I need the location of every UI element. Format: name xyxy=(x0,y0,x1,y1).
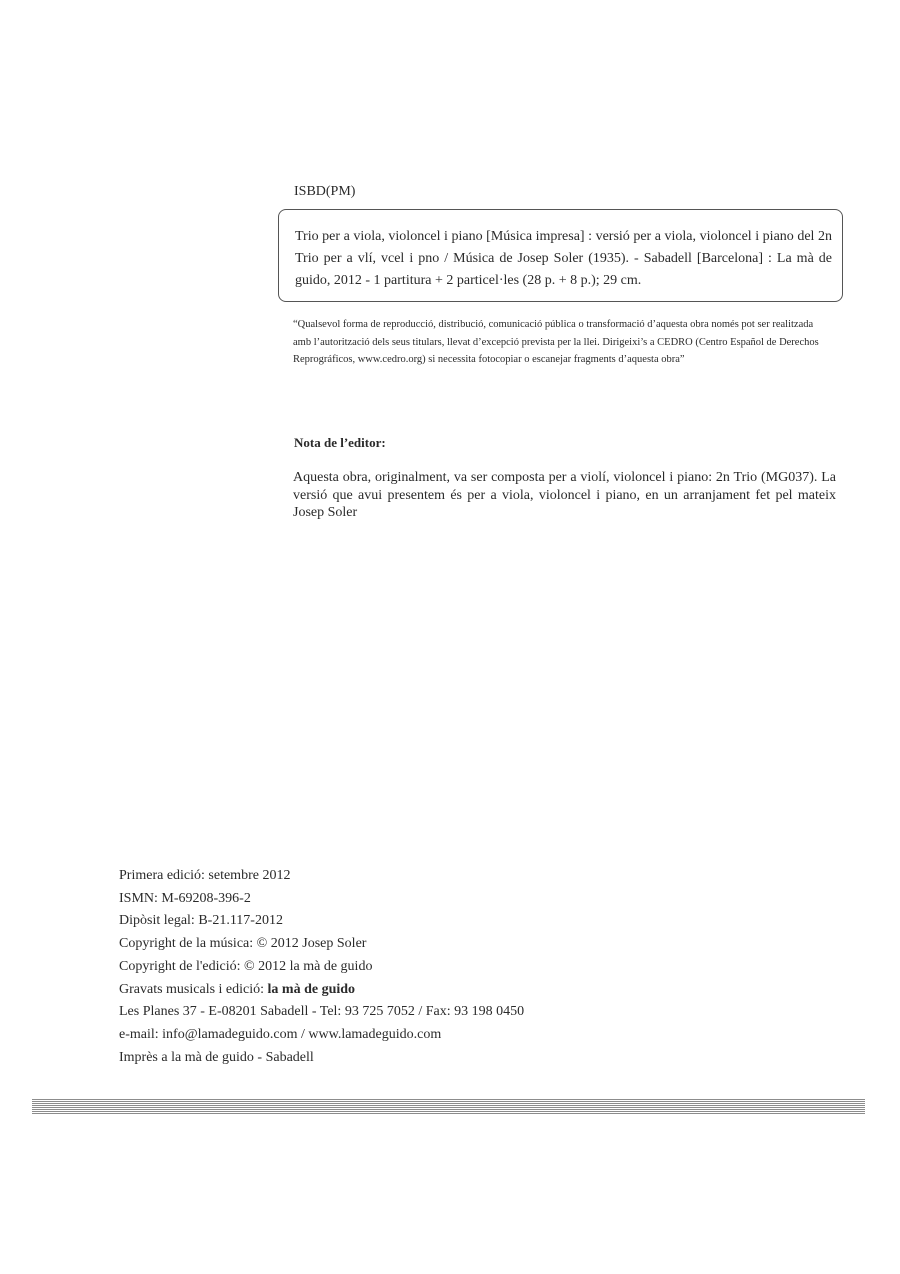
engraving-publisher: la mà de guido xyxy=(267,981,356,997)
contact-line: e-mail: info@lamadeguido.com / www.lamadeguido.com xyxy=(119,1026,442,1042)
edition-copyright-line: Copyright de l'edició: © 2012 la mà de guido xyxy=(119,958,373,974)
colophon xyxy=(119,865,524,1069)
editor-note-body: Aquesta obra, originalment, va ser composta per a violí, violoncel i piano: 2n Trio (MG037). La versió que avui presentem és per a viola, violoncel i piano, en un arranjament fet pel mateix Josep Soler xyxy=(293,470,836,520)
ismn-line: ISMN: M-69208-396-2 xyxy=(119,890,251,906)
editor-note-title: Nota de l’editor: xyxy=(294,435,386,450)
isbd-record-box xyxy=(278,209,843,302)
engraving-line xyxy=(119,979,524,1002)
engraving-label: Gravats musicals i edició: xyxy=(119,981,268,997)
isbd-heading: ISBD(PM) xyxy=(294,184,356,199)
printed-line: Imprès a la mà de guido - Sabadell xyxy=(119,1049,314,1065)
music-copyright-line: Copyright de la música: © 2012 Josep Soler xyxy=(119,936,367,952)
address-line: Les Planes 37 - E-08201 Sabadell - Tel: 93 725 7052 / Fax: 93 198 0450 xyxy=(119,1004,525,1020)
isbd-record-text: Trio per a viola, violoncel i piano [Música impresa] : versió per a viola, violoncel i piano del 2n Trio per a vlí, vcel i pno / Música de Josep Soler (1935). - Sabadell [Barcelona] : La mà de guido, 2012 - 1 partitura + 2 particel·les (28 p. + 8 p.); 29 cm. xyxy=(295,229,832,288)
first-edition-line: Primera edició: setembre 2012 xyxy=(119,868,291,883)
copyright-notice: “Qualsevol forma de reproducció, distribució, comunicació pública o transformació d’aquesta obra només pot ser realitzada amb l’autorització dels seus titulars, llevat d’excepció prevista per la llei. Dirigeixi’s a CEDRO (Centro Español de Derechos Reprográficos, www.cedro.org) si necessita fotocopiar o escanejar fragments d’aquesta obra” xyxy=(293,319,819,365)
footer-rule xyxy=(32,1099,865,1115)
legal-deposit-line: Dipòsit legal: B-21.117-2012 xyxy=(119,913,283,929)
